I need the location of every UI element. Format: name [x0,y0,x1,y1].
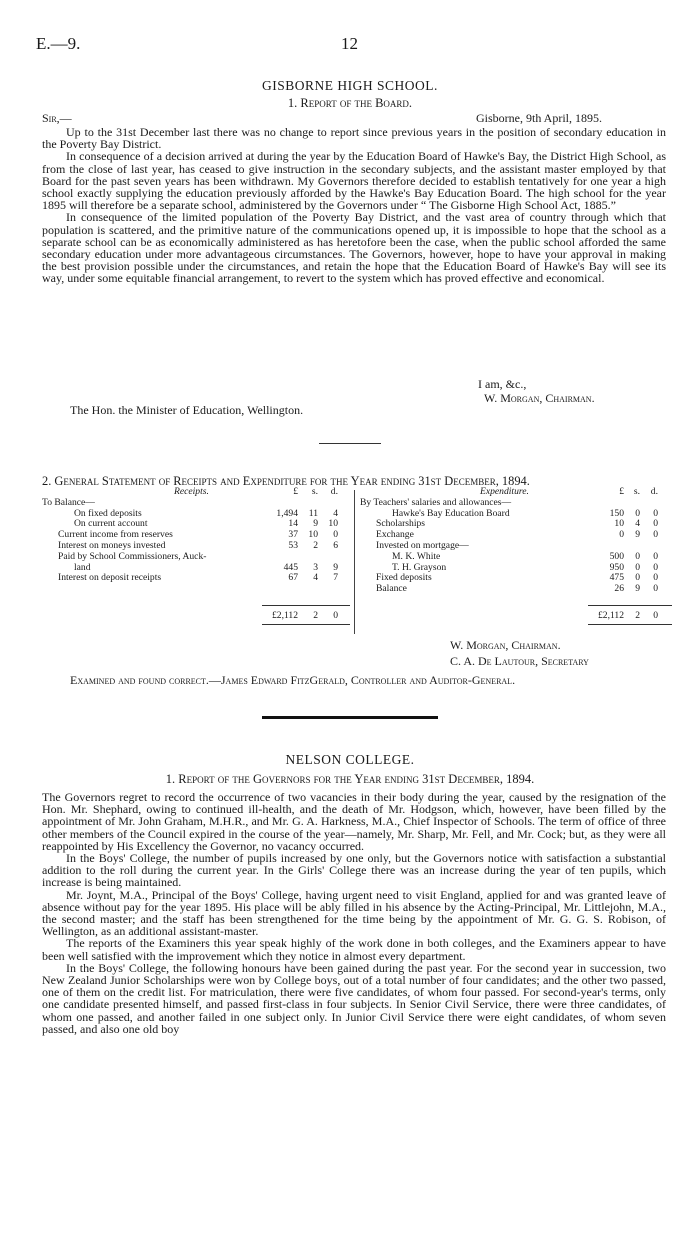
amount-pounds: 26 [614,583,624,595]
gisborne-paragraph: In consequence of a decision arrived at during the year by the Education Board of Hawke's Bay, the District High School, as from the close of last year, has ceased to give instruction in the secondary subjects, and the assistant master employed by that Board for the past seven years has been withdrawn. My Governors therefore decided to establish tentatively for one year a high school exactly supplying the education previously afforded by the Hawke's Bay Education Board. The high school for the year 1895 will therefore be a separate school, administered by the Governors under “ The Gisborne High School Act, 1885.” [42,149,666,213]
row-label: Interest on moneys invested [58,539,166,551]
row-label: Current income from reserves [58,529,173,541]
amount-pounds: 500 [609,550,624,562]
nelson-report-heading: 1. Report of the Governors for the Year ending 31st December, 1894. [165,772,535,786]
amount-pounds: 475 [609,572,624,584]
row-label: Interest on deposit receipts [58,572,162,584]
chairman-signature: W. Morgan, Chairman. [450,638,561,652]
secretary-signature: C. A. De Lautour, Secretary [450,654,589,668]
total-rule [262,624,350,625]
amount-pence: 0 [653,550,658,562]
nelson-paragraph: In the Boys' College, the number of pupils increased by one only, but the Governors notice with satisfaction a substantial addition to the roll during the current year. In the Girls' College there was an increase during the year of ten pupils, which increase is being maintained. [42,851,666,890]
row-label: land [74,561,91,573]
amount-pounds: 1,494 [276,507,298,519]
amount-pounds: 53 [288,539,298,551]
amount-shillings: 9 [313,518,318,530]
amount-pounds: 37 [288,529,298,541]
table-divider [354,490,355,634]
amount-pounds: 950 [609,561,624,573]
row-label: Invested on mortgage— [376,539,469,551]
chairman-signature: W. Morgan, Chairman. [484,391,595,405]
nelson-paragraph: The reports of the Examiners this year speak highly of the work done in both colleges, and the Examiners appear to have been well satisfied with the improvement which they notice in almost every department. [42,936,666,963]
statement-heading: 2. General Statement of Receipts and Expenditure for the Year ending 31st December, 1894. [42,474,530,488]
row-label: Scholarships [376,518,426,530]
amount-shillings: 9 [635,529,640,541]
table-row [360,498,670,509]
nelson-paragraph: Mr. Joynt, M.A., Principal of the Boys' College, having urgent need to visit England, applied for and was granted leave of absence without pay for the year 1895. His place will be ably filled in his absence by the Acting-Principal, Mr. Littlejohn, M.A., the second master; and the staff has been strengthened for the time being by the appointment of Mr. G. G. S. Robison, of Wellington, as an additional assistant-master. [42,887,666,939]
nelson-report-body [42,791,666,1035]
pound-header: £ [293,486,298,497]
amount-pounds: 14 [288,518,298,530]
nelson-title: NELSON COLLEGE. [285,752,415,767]
total-rule [588,624,672,625]
shilling-header: s. [633,486,640,497]
row-label: Fixed deposits [376,572,432,584]
row-label: Paid by School Commissioners, Auck- [58,550,207,562]
row-label: To Balance— [42,496,95,508]
row-label: On current account [74,518,148,530]
pound-header: £ [619,486,624,497]
amount-pence: 9 [333,561,338,573]
expenditure-total-shillings: 2 [635,610,640,621]
amount-shillings: 3 [313,561,318,573]
receipts-heading: Receipts. [174,486,209,497]
expenditure-heading: Expenditure. [480,486,529,497]
row-label: T. H. Grayson [392,561,447,573]
amount-shillings: 2 [313,539,318,551]
expenditure-total-pence: 0 [653,610,658,621]
row-label: On fixed deposits [74,507,142,519]
amount-shillings: 10 [308,529,318,541]
gisborne-letter-body [42,126,666,285]
amount-pence: 0 [653,572,658,584]
place-date: Gisborne, 9th April, 1895. [476,111,602,125]
gisborne-report-heading: 1. Report of the Board. [287,96,413,110]
amount-pence: 10 [328,518,338,530]
shilling-header: s. [311,486,318,497]
amount-pounds: 0 [619,529,624,541]
document-code: E.—9. [36,34,81,53]
page-number: 12 [341,34,358,53]
amount-pence: 0 [653,583,658,595]
amount-shillings: 4 [635,518,640,530]
pence-header: d. [650,486,658,497]
amount-shillings: 4 [313,572,318,584]
amount-pence: 6 [333,539,338,551]
expenditure-total-pounds: £2,112 [597,610,624,621]
amount-pence: 7 [333,572,338,584]
receipts-total-shillings: 2 [313,610,318,621]
amount-shillings: 11 [308,507,318,519]
gisborne-title: GISBORNE HIGH SCHOOL. [262,78,438,93]
closing: I am, &c., [478,377,527,391]
amount-pounds: 150 [609,507,624,519]
row-label: Hawke's Bay Education Board [392,507,510,519]
receipts-table [42,486,352,621]
nelson-paragraph: In the Boys' College, the following honours have been gained during the past year. For the second year in succession, two New Zealand Junior Scholarships were won by College boys, out of a total number of four candidates; and the other two passed, one of them on the credit list. For matriculation, there were five candidates, of whom four passed. For second-year's terms, only one candidate presented himself, and passed first-class in four subjects. In Senior Civil Service, there were three candidates, of whom one passed, and another failed in one subject only. In Junior Civil Service there were eight candidates, of whom seven passed, and also one old boy [42,960,666,1036]
table-row [42,498,352,509]
table-row [360,584,670,595]
amount-pounds: 67 [288,572,298,584]
section-divider [319,443,381,444]
amount-pence: 0 [333,529,338,541]
amount-pence: 0 [653,518,658,530]
amount-pounds: 10 [614,518,624,530]
amount-pounds: 445 [283,561,298,573]
expenditure-table [360,486,670,621]
amount-shillings: 0 [635,550,640,562]
row-label: Balance [376,583,407,595]
row-label: By Teachers' salaries and allowances— [360,496,512,508]
addressee: The Hon. the Minister of Education, Wellington. [70,403,304,417]
amount-pence: 0 [653,529,658,541]
table-row [360,552,670,563]
total-rule [588,605,672,606]
row-label: Exchange [376,529,414,541]
amount-pence: 0 [653,507,658,519]
amount-shillings: 0 [635,561,640,573]
nelson-paragraph: The Governors regret to record the occurrence of two vacancies in their body during the year, caused by the resignation of the Hon. Mr. Shephard, owing to continued ill-health, and the death of Mr. Hodgson, which, however, have been filled by the appointment of Mr. John Graham, M.H.R., and Mr. G. A. Harkness, M.A., Chief Inspector of Schools. The term of office of three other members of the Council expired in the course of the year—namely, Mr. Sharp, Mr. Fell, and Mr. Cock; but, as they were all reappointed by His Excellency the Governor, no vacancy occurred. [42,790,666,853]
gisborne-paragraph: Up to the 31st December last there was no change to report since previous years in the position of secondary education in the Poverty Bay District. [42,125,666,152]
total-rule [262,605,350,606]
pence-header: d. [330,486,338,497]
amount-shillings: 0 [635,507,640,519]
receipts-total-pence: 0 [333,610,338,621]
table-row [42,552,352,563]
table-row [42,573,352,584]
audit-statement: Examined and found correct.—James Edward FitzGerald, Controller and Auditor-General. [70,673,516,687]
row-label: M. K. White [392,550,441,562]
amount-pence: 0 [653,561,658,573]
salutation: Sir,— [42,111,72,125]
gisborne-paragraph: In consequence of the limited population of the Poverty Bay District, and the vast area of country through which that population is scattered, and the primitive nature of the communications opened up, it is impossible to hope that the school as a separate school can be as economically administered as has heretofore been the case, when the public school afforded the same secondary education under more advantageous circumstances. The Governors, however, hope to have your approval in making the best provision possible under the circumstances, and retain the hope that the Education Board of Hawke's Bay will see its way, under some equitable financial arrangement, to revert to the system which has proved effective and economical. [42,210,666,286]
amount-pence: 4 [333,507,338,519]
receipts-total-pounds: £2,112 [271,610,298,621]
amount-shillings: 0 [635,572,640,584]
amount-shillings: 9 [635,583,640,595]
section-separator [262,716,438,719]
